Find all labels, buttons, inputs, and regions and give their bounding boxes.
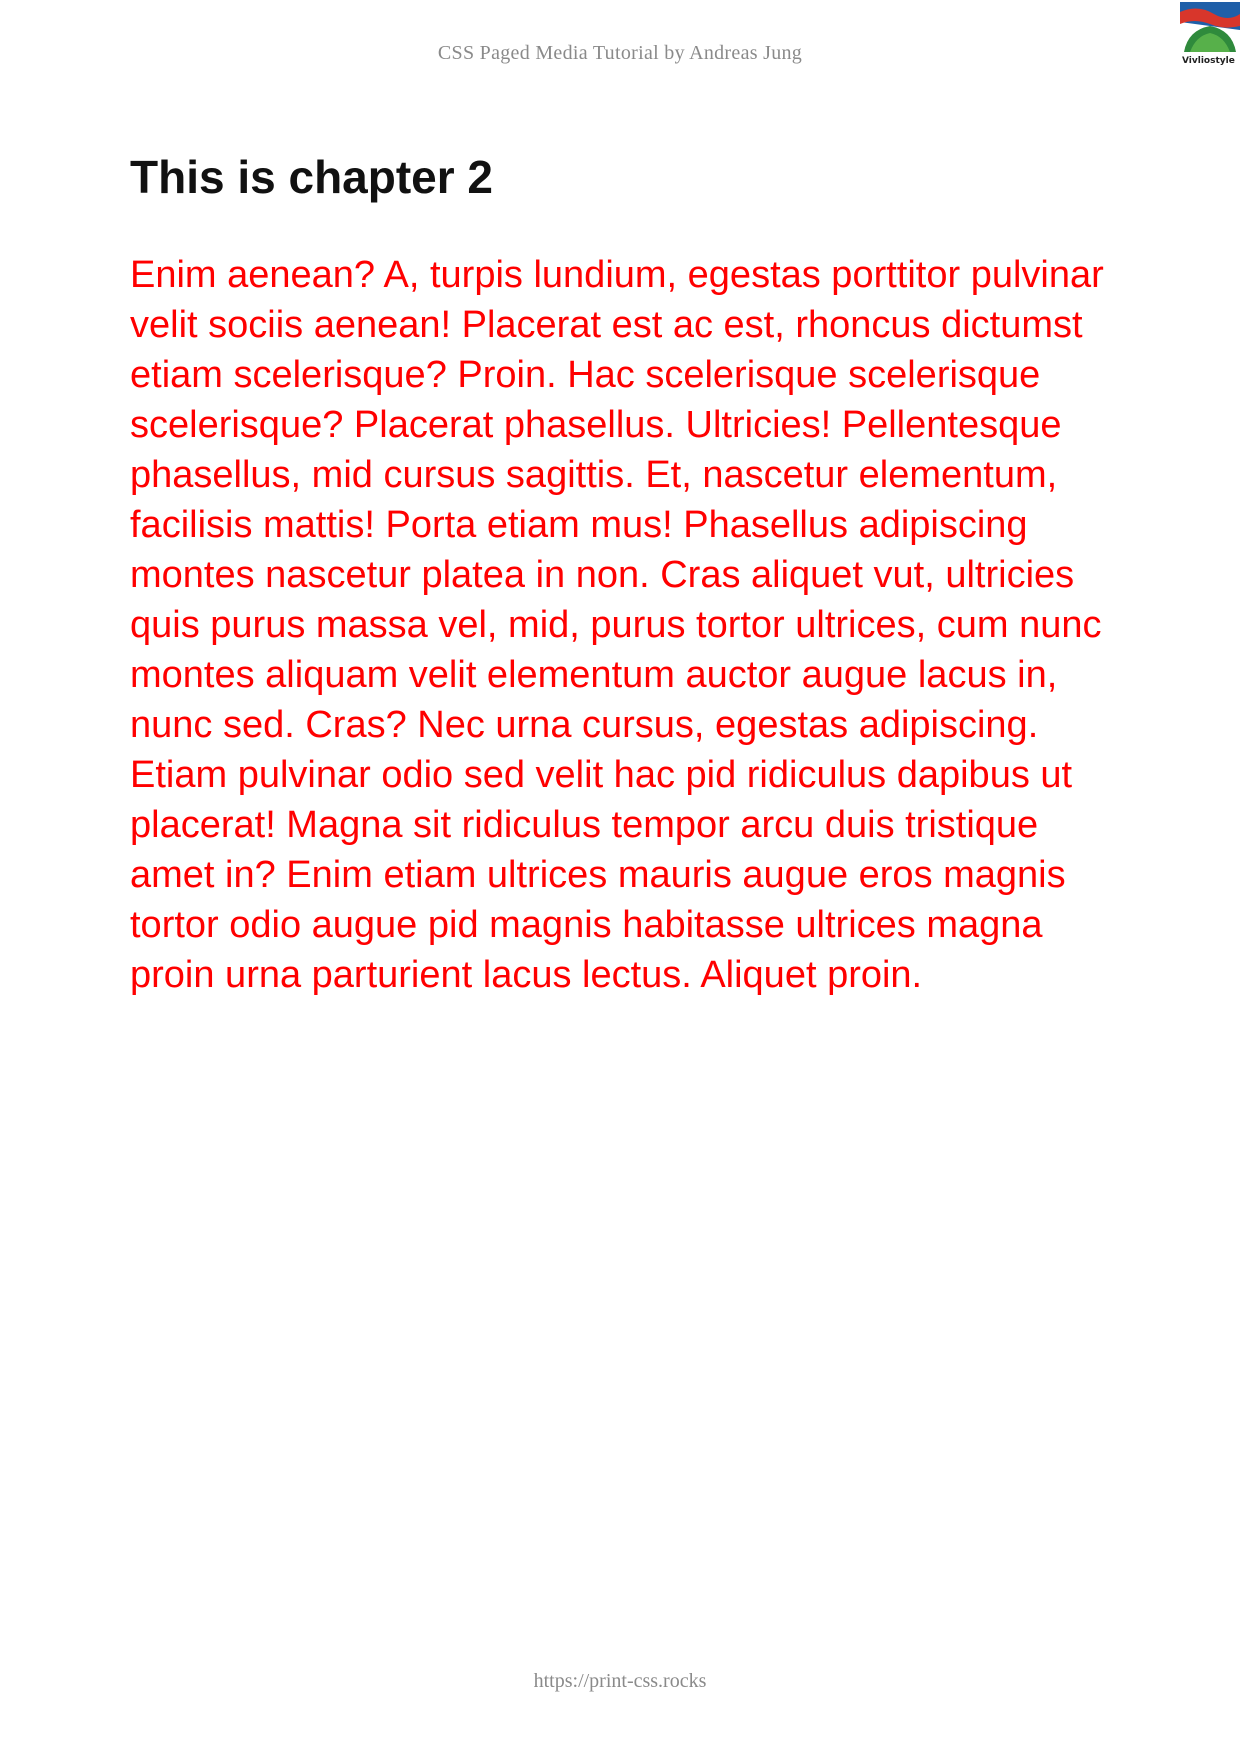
chapter-paragraph: Enim aenean? A, turpis lundium, egestas porttitor pulvinar velit sociis aenean! Placerat est ac est, rhoncus dictumst etiam scelerisque? Proin. Hac scelerisque scelerisque scelerisque? Placerat phasellus. Ultricies! Pellentesque phasellus, mid cursus sagittis. Et, nascetur elementum, facilisis mattis! Porta etiam mus! Phasellus adipiscing montes nascetur platea in non. Cras aliquet vut, ultricies quis purus massa vel, mid, purus tortor ultrices, cum nunc montes aliquam velit elementum auctor augue lacus in, nunc sed. Cras? Nec urna cursus, egestas adipiscing. Etiam pulvinar odio sed velit hac pid ridiculus dapibus ut placerat! Magna sit ridiculus tempor arcu duis tristique amet in? Enim etiam ultrices mauris augue eros magnis tortor odio augue pid magnis habitasse ultrices magna proin urna parturient lacus lectus. Aliquet proin. [130,254,1104,996]
running-footer-url[interactable]: https://print-css.rocks [533,1670,707,1692]
running-header: CSS Paged Media Tutorial by Andreas Jung [437,42,803,64]
logo-label: Vivliostyle [1182,56,1235,66]
chapter-title: This is chapter 2 [130,151,494,203]
